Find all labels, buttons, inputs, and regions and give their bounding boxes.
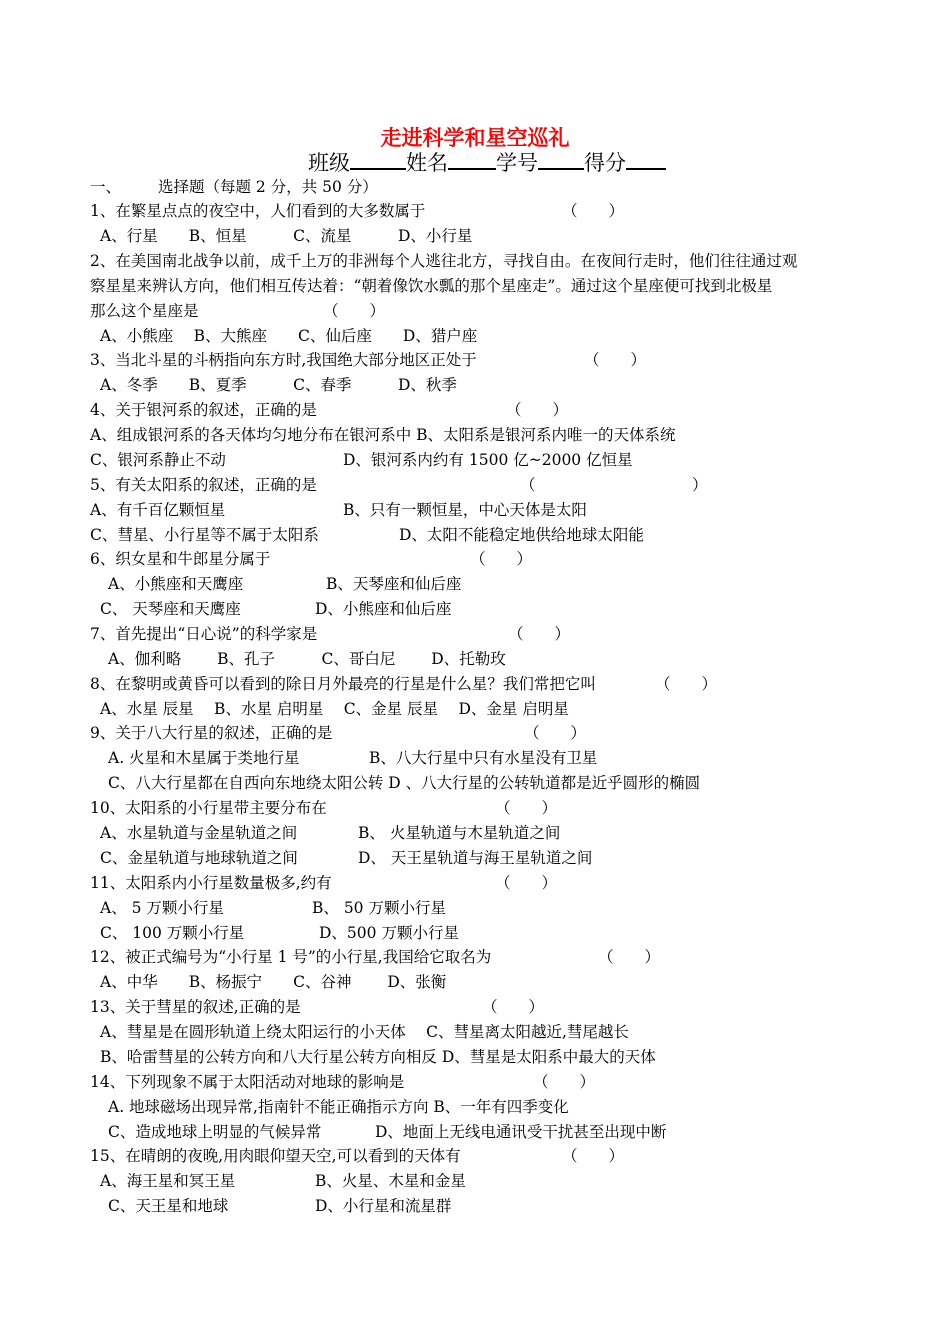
question-5: 5、有关太阳系的叙述，正确的是	[90, 476, 317, 494]
options-13ac: A、彗星是在圆形轨道上绕太阳运行的小天体 C、彗星离太阳越近,彗尾越长	[100, 1023, 629, 1041]
option-9a: A. 火星和木星属于类地行星	[108, 749, 300, 767]
option-5d: D、太阳不能稳定地供给地球太阳能	[399, 526, 644, 544]
option-15a: A、海王星和冥王星	[100, 1172, 236, 1190]
options-12: A、中华 B、杨振宁 C、谷神 D、张衡	[100, 973, 447, 991]
option-10b: B、 火星轨道与木星轨道之间	[358, 824, 561, 842]
options-2: A、小熊座 B、大熊座 C、仙后座 D、猎户座	[100, 327, 478, 345]
question-3: 3、当北斗星的斗柄指向东方时,我国绝大部分地区正处于	[90, 351, 477, 369]
question-8: 8、在黎明或黄昏可以看到的除日月外最亮的行星是什么星？我们常把它叫	[90, 675, 596, 693]
option-5a: A、有千百亿颗恒星	[90, 501, 226, 519]
answer-paren: （ ）	[470, 550, 533, 568]
question-2-cont: 察星星来辨认方向，他们相互传达着：“朝着像饮水瓢的那个星座走”。通过这个星座便可找到北极星	[90, 277, 773, 295]
answer-paren: （ ）	[495, 874, 558, 892]
score-label: 得分	[584, 151, 626, 175]
answer-paren: （ ）	[562, 1147, 625, 1165]
option-11a: A、 5 万颗小行星	[100, 899, 224, 917]
class-label: 班级	[308, 151, 350, 175]
option-9b: B、八大行星中只有水星没有卫星	[369, 749, 598, 767]
question-2: 2、在美国南北战争以前，成千上万的非洲每个人逃往北方，寻找自由。在夜间行走时，他们往往通过观	[90, 252, 798, 270]
options-14ab: A. 地球磁场出现异常,指南针不能正确指示方向 B、一年有四季变化	[108, 1098, 569, 1116]
option-11c: C、 100 万颗小行星	[100, 924, 245, 942]
question-11: 11、太阳系内小行星数量极多,约有	[90, 874, 332, 892]
id-blank	[538, 150, 584, 170]
option-15d: D、小行星和流星群	[315, 1197, 452, 1215]
option-14c: C、造成地球上明显的气候异常	[108, 1123, 322, 1141]
question-15: 15、在晴朗的夜晚,用肉眼仰望天空,可以看到的天体有	[90, 1147, 461, 1165]
question-7: 7、首先提出“日心说”的科学家是	[90, 625, 318, 643]
answer-paren: （ ）	[506, 401, 569, 419]
options-7: A、伽利略 B、孔子 C、哥白尼 D、托勒玫	[108, 650, 506, 668]
answer-paren: （ ）	[323, 302, 386, 320]
option-10a: A、水星轨道与金星轨道之间	[100, 824, 298, 842]
answer-paren: （ ）	[495, 799, 558, 817]
class-blank	[350, 150, 406, 170]
question-4: 4、关于银河系的叙述，正确的是	[90, 401, 317, 419]
id-label: 学号	[496, 151, 538, 175]
answer-paren: （ ）	[482, 998, 545, 1016]
option-6c: C、 天琴座和天鹰座	[100, 600, 241, 618]
page-title: 走进科学和星空巡礼	[380, 126, 570, 150]
option-14d: D、地面上无线电通讯受干扰甚至出现中断	[375, 1123, 667, 1141]
options-4: A、组成银河系的各天体均匀地分布在银河系中 B、太阳系是银河系内唯一的天体系统	[90, 426, 676, 444]
option-4d: D、银河系内约有 1500 亿~2000 亿恒星	[343, 451, 633, 469]
section-heading: 选择题（每题 2 分，共 50 分）	[158, 178, 378, 196]
answer-paren: （ ）	[562, 202, 625, 220]
question-12: 12、被正式编号为“小行星 1 号”的小行星,我国给它取名为	[90, 948, 492, 966]
options-3: A、冬季 B、夏季 C、春季 D、秋季	[100, 376, 457, 394]
answer-paren-wide-close: ）	[692, 476, 708, 494]
score-blank	[626, 150, 666, 170]
question-14: 14、下列现象不属于太阳活动对地球的影响是	[90, 1073, 405, 1091]
answer-paren: （ ）	[584, 351, 647, 369]
answer-paren: （ ）	[533, 1073, 596, 1091]
option-5b: B、只有一颗恒星，中心天体是太阳	[343, 501, 587, 519]
answer-paren: （ ）	[655, 675, 718, 693]
question-10: 10、太阳系的小行星带主要分布在	[90, 799, 327, 817]
option-4c: C、银河系静止不动	[90, 451, 226, 469]
name-label: 姓名	[406, 151, 448, 175]
option-6d: D、小熊座和仙后座	[315, 600, 452, 618]
section-number: 一、	[90, 178, 122, 196]
options-8: A、水星 辰星 B、水星 启明星 C、金星 辰星 D、金星 启明星	[100, 700, 569, 718]
option-10c: C、金星轨道与地球轨道之间	[100, 849, 298, 867]
answer-paren: （ ）	[508, 625, 571, 643]
question-9: 9、关于八大行星的叙述，正确的是	[90, 724, 333, 742]
answer-paren: （ ）	[598, 948, 661, 966]
name-blank	[448, 150, 496, 170]
options-9cd: C、八大行星都在自西向东地绕太阳公转 D 、八大行星的公转轨道都是近乎圆形的椭圆	[108, 774, 701, 792]
question-13: 13、关于彗星的叙述,正确的是	[90, 998, 301, 1016]
answer-paren: （ ）	[524, 724, 587, 742]
answer-paren-wide: （	[520, 476, 536, 494]
option-10d: D、 天王星轨道与海王星轨道之间	[358, 849, 593, 867]
question-1: 1、在繁星点点的夜空中，人们看到的大多数属于	[90, 202, 426, 220]
question-2-cont: 那么这个星座是	[90, 302, 199, 320]
student-info-line	[308, 150, 666, 176]
option-15c: C、天王星和地球	[108, 1197, 229, 1215]
option-11d: D、500 万颗小行星	[319, 924, 459, 942]
options-13bd: B、哈雷彗星的公转方向和八大行星公转方向相反 D、彗星是太阳系中最大的天体	[100, 1048, 656, 1066]
option-6a: A、小熊座和天鹰座	[108, 575, 244, 593]
options-1: A、行星 B、恒星 C、流星 D、小行星	[100, 227, 473, 245]
option-6b: B、天琴座和仙后座	[326, 575, 462, 593]
option-11b: B、 50 万颗小行星	[312, 899, 446, 917]
option-15b: B、火星、木星和金星	[315, 1172, 466, 1190]
option-5c: C、彗星、小行星等不属于太阳系	[90, 526, 319, 544]
question-6: 6、织女星和牛郎星分属于	[90, 550, 271, 568]
